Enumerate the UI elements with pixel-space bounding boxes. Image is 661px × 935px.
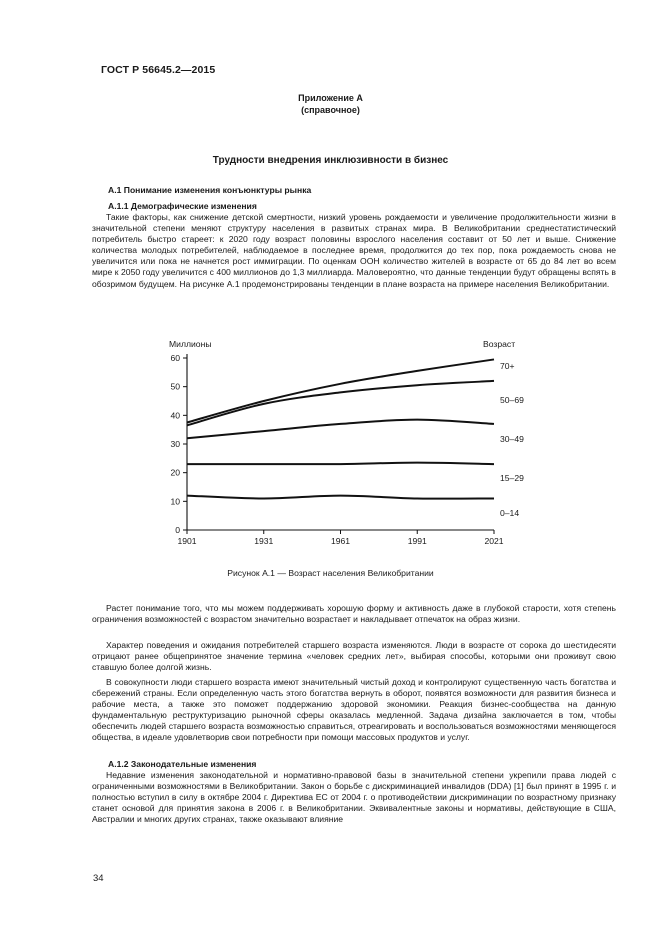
x-tick-label: 1931 — [254, 536, 274, 546]
series-line-15–29 — [187, 463, 494, 465]
population-chart — [140, 330, 540, 552]
series-line-70+ — [187, 359, 494, 422]
legend-title: Возраст — [483, 339, 516, 349]
y-tick-label: 0 — [175, 525, 180, 535]
appendix-note: (справочное) — [301, 105, 360, 115]
paragraph-behavior: Характер поведения и ожидания потребителей старшего возраста изменяются. Люди в возрасте от сорока до шестидесяти отрицают ранее общепринятое значение термина «человек средних лет», выбирая способы, которыми они проживут свою ставшую более долгой жизнь. — [92, 640, 616, 673]
series-label: 0–14 — [500, 508, 520, 518]
x-tick-label: 1961 — [330, 536, 351, 546]
y-tick-label: 60 — [170, 353, 180, 363]
document-title: Трудности внедрения инклюзивности в бизнес — [212, 155, 449, 166]
y-tick-label: 50 — [170, 381, 180, 392]
y-tick-label: 20 — [170, 467, 180, 478]
y-tick-label: 40 — [170, 410, 180, 421]
series-line-0–14 — [187, 496, 494, 499]
x-tick-label: 1901 — [177, 536, 197, 546]
paragraph-wealth: В совокупности люди старшего возраста имеют значительный чистый доход и контролируют существенную часть богатства и сбережений страны. Если определенную часть этого богатства вернуть в оборот, появятся возможности для развития бизнеса и рабочие места, а также это поможет поддержанию здоровой экономики. Реакция бизнес-сообщества на данную фундаментальную реструктуризацию рыночной сферы оказалась медленной. Задача дизайна заключается в том, чтобы обеспечить людей старшего возраста возможностью справиться, отреагировать и воспользоваться возможностями меняющегося общества, в идеале удовлетворив свои потребности при помощи массовых продуктов и услуг. — [92, 677, 616, 743]
paragraph-legislation: Недавние изменения законодательной и нормативно-правовой базы в значительной степени укрепили права людей с ограниченными возможностями в Великобритании. Закон о борьбе с дискриминацией инвалидов (DDA) [1] был принят в 1995 г. и полностью вступил в силу в октябре 2004 г. Директива ЕС от 2004 г. о противодействии дискриминации по возрастному признаку станет основой для принятия закона в 2006 г. в Великобритании. Эквивалентные законы и нормативы, действующие в США, Австралии и многих других странах, также оказывают влияние — [92, 770, 616, 825]
paragraph-active-aging: Растет понимание того, что мы можем поддерживать хорошую форму и активность даже в глубокой старости, хотя степень ограничения возможностей с возрастом значительно возрастает и накладывает отпечаток на образ жизни. — [92, 603, 616, 625]
series-label: 50–69 — [500, 395, 524, 405]
x-tick-label: 1991 — [407, 536, 427, 546]
figure-caption: Рисунок А.1 — Возраст населения Великобритании — [227, 568, 434, 578]
section-heading-a1: А.1 Понимание изменения конъюнктуры рынка — [108, 185, 312, 195]
series-label: 70+ — [500, 361, 515, 371]
y-tick-label: 30 — [170, 439, 180, 449]
series-line-30–49 — [187, 420, 494, 439]
x-tick-label: 2021 — [484, 536, 504, 546]
page-number: 34 — [93, 873, 104, 884]
series-label: 15–29 — [500, 473, 524, 483]
subsection-heading-a1-1: А.1.1 Демографические изменения — [108, 201, 257, 211]
paragraph-demographics: Такие факторы, как снижение детской смертности, низкий уровень рождаемости и увеличение продолжительности жизни в значительной степени меняют структуру населения в развитых странах мира. В Великобритании среднестатистический потребитель быстро стареет: к 2020 году возраст половины взрослого населения составит от 50 лет и выше. Снижение количества молодых потребителей, наблюдаемое в последнее время, продолжится до тех пор, пока рождаемость снова не увеличится или пока не начнется рост иммиграции. По оценкам ООН количество жителей в возрасте от 65 до 84 лет во всем мире к 2050 году увеличится с 400 миллионов до 1,3 миллиарда. Маловероятно, что данные тенденции будут обращены вспять в обозримом будущем. На рисунке А.1 продемонстрированы тенденции в плане возраста на примере населения Великобритании. — [92, 212, 616, 289]
standard-designation: ГОСТ Р 56645.2—2015 — [101, 64, 216, 76]
series-label: 30–49 — [500, 434, 524, 444]
appendix-title: Приложение А — [298, 93, 363, 103]
y-axis-label: Миллионы — [169, 339, 212, 349]
subsection-heading-a1-2: А.1.2 Законодательные изменения — [108, 759, 257, 769]
y-tick-label: 10 — [170, 496, 180, 507]
series-line-50–69 — [187, 381, 494, 425]
